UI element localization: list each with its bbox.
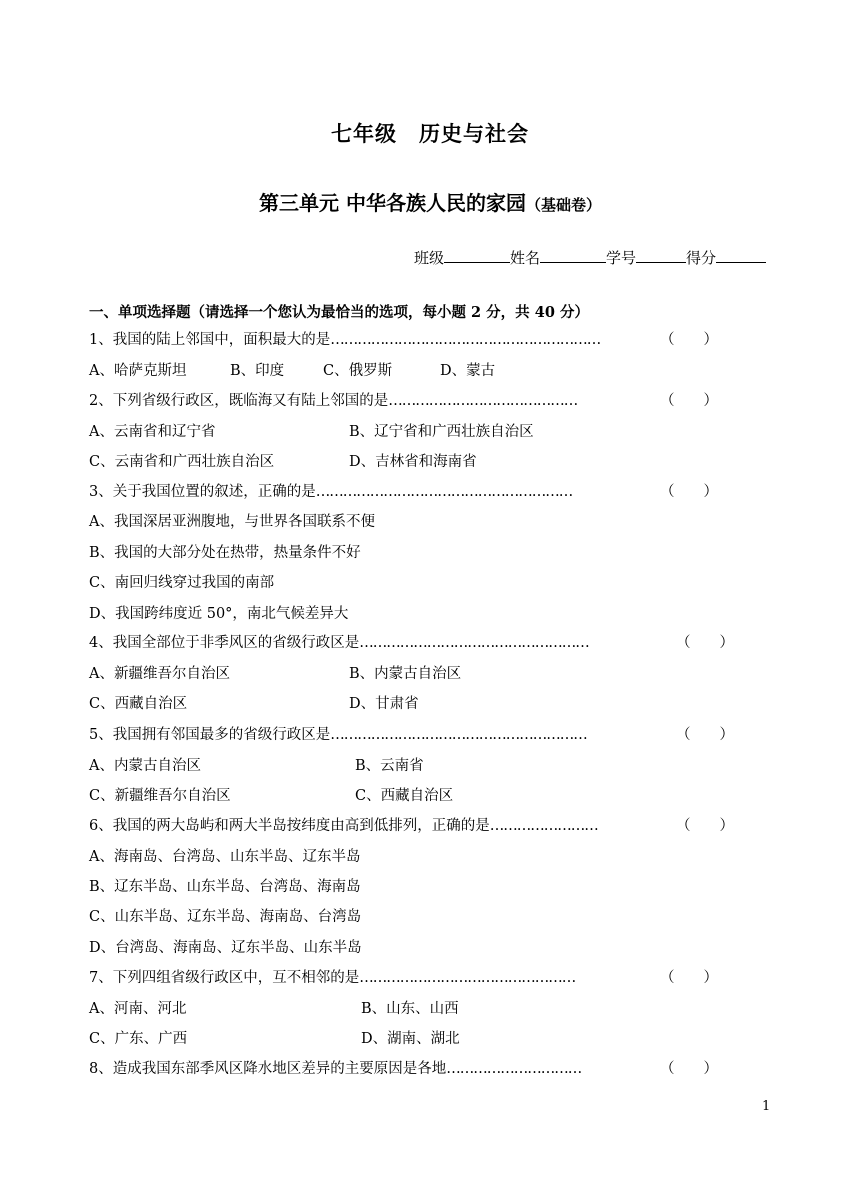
id-label: 学号 [606,249,637,267]
option-c: C、西藏自治区 [89,696,188,712]
option-d: C、西藏自治区 [355,788,454,804]
option-c: C、南回归线穿过我国的南部 [89,575,275,591]
option-a: A、海南岛、台湾岛、山东半岛、辽东半岛 [89,849,361,865]
unit-title-note: （基础卷） [525,196,601,214]
option-d: D、湖南、湖北 [361,1031,460,1047]
option-c: C、俄罗斯 [323,363,393,379]
answer-paren[interactable]: （ ） [660,332,718,348]
answer-paren[interactable]: （ ） [660,1061,718,1077]
question-7-stem: 7、下列四组省级行政区中，互不相邻的是………………………………………… [89,970,576,986]
option-d: D、蒙古 [440,363,496,379]
name-blank[interactable] [540,248,606,263]
question-2-stem: 2、下列省级行政区，既临海又有陆上邻国的是…………………………………… [89,393,578,409]
score-label: 得分 [686,249,717,267]
option-c: C、新疆维吾尔自治区 [89,788,231,804]
option-a: A、我国深居亚洲腹地，与世界各国联系不便 [89,514,375,530]
option-c: C、山东半岛、辽东半岛、海南岛、台湾岛 [89,909,362,925]
section-heading: 一、单项选择题（请选择一个您认为最恰当的选项，每小题 2 分，共 40 分） [89,304,589,321]
leader-dots: ………………………… [446,1061,582,1077]
leader-dots: …………………… [489,818,598,834]
leader-dots: ………………………………………………… [315,484,573,500]
question-1-stem: 1、我国的陆上邻国中，面积最大的是…………………………………………………… [89,332,601,348]
question-4-stem: 4、我国全部位于非季风区的省级行政区是…………………………………………… [89,635,589,651]
option-a: A、内蒙古自治区 [89,758,201,774]
option-a: A、新疆维吾尔自治区 [89,666,230,682]
leader-dots: …………………………………………………… [330,332,601,348]
answer-paren[interactable]: （ ） [676,727,734,743]
page-title: 七年级 历史与社会 [331,121,529,146]
question-8-stem: 8、造成我国东部季风区降水地区差异的主要原因是各地………………………… [89,1061,582,1077]
question-5-stem: 5、我国拥有邻国最多的省级行政区是………………………………………………… [89,727,587,743]
option-d: D、甘肃省 [349,696,419,712]
score-blank[interactable] [716,248,766,263]
option-b: B、辽东半岛、山东半岛、台湾岛、海南岛 [89,879,361,895]
leader-dots: …………………………………………… [359,635,589,651]
answer-paren[interactable]: （ ） [676,635,734,651]
option-c: C、广东、广西 [89,1031,188,1047]
option-d: D、台湾岛、海南岛、辽东半岛、山东半岛 [89,940,362,956]
option-b: B、内蒙古自治区 [349,666,462,682]
option-d: D、吉林省和海南省 [349,454,477,470]
answer-paren[interactable]: （ ） [660,970,718,986]
class-blank[interactable] [444,248,510,263]
answer-paren[interactable]: （ ） [660,484,718,500]
question-6-stem: 6、我国的两大岛屿和两大半岛按纬度由高到低排列，正确的是…………………… [89,818,598,834]
option-d: D、我国跨纬度近 50°，南北气候差异大 [89,606,349,622]
leader-dots: ………………………………………… [359,970,576,986]
option-a: A、哈萨克斯坦 [89,363,187,379]
option-b: B、我国的大部分处在热带，热量条件不好 [89,545,361,561]
option-a: A、云南省和辽宁省 [89,424,216,440]
option-b: B、山东、山西 [361,1001,459,1017]
name-label: 姓名 [510,249,541,267]
option-b: B、印度 [230,363,285,379]
unit-title-text: 第三单元 中华各族人民的家园 [259,191,526,215]
student-info-line [414,247,766,268]
unit-title [0,187,860,216]
option-b: B、辽宁省和广西壮族自治区 [349,424,534,440]
option-a: A、河南、河北 [89,1001,187,1017]
page-number: 1 [762,1099,771,1114]
question-3-stem: 3、关于我国位置的叙述，正确的是………………………………………………… [89,484,573,500]
leader-dots: …………………………………… [388,393,578,409]
option-c: C、云南省和广西壮族自治区 [89,454,275,470]
id-blank[interactable] [636,248,686,263]
option-b: B、云南省 [355,758,424,774]
leader-dots: ………………………………………………… [330,727,587,743]
answer-paren[interactable]: （ ） [660,393,718,409]
class-label: 班级 [414,249,445,267]
answer-paren[interactable]: （ ） [676,818,734,834]
